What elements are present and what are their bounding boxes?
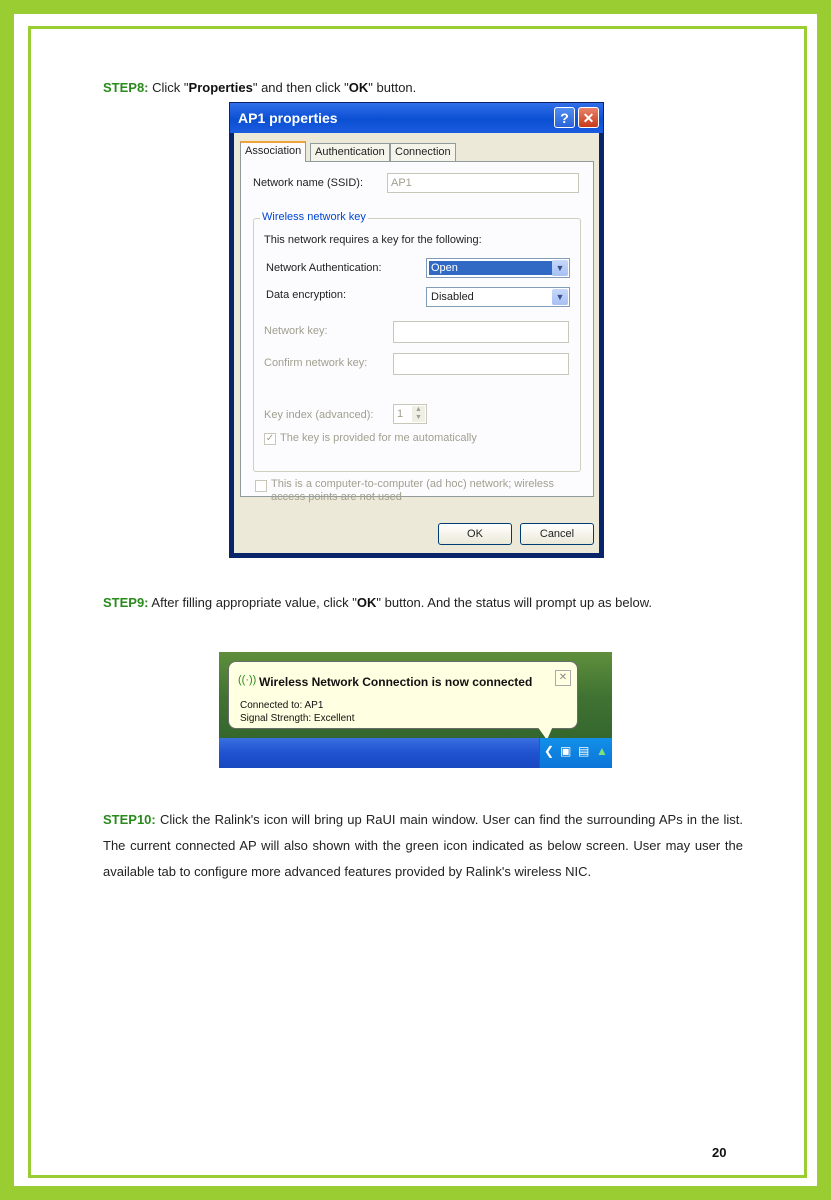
taskbar xyxy=(219,738,612,768)
adhoc-label-line2: access points are not used xyxy=(271,491,402,503)
encryption-select[interactable] xyxy=(426,287,570,307)
adhoc-checkbox[interactable] xyxy=(255,480,267,492)
ssid-label: Network name (SSID): xyxy=(253,177,364,189)
encryption-select-value: Disabled xyxy=(431,291,474,303)
page-number: 20 xyxy=(712,1145,727,1160)
step9-text-pre: After filling appropriate value, click " xyxy=(148,595,357,610)
wireless-key-group xyxy=(253,211,581,472)
key-index-value: 1 xyxy=(397,408,404,420)
page-frame-top xyxy=(0,0,831,14)
connected-to-text: Connected to: AP1 xyxy=(240,700,324,711)
page-frame-right xyxy=(817,0,831,1200)
step8-tag: STEP8: xyxy=(103,80,149,95)
step9-paragraph xyxy=(103,591,743,615)
auto-key-label: The key is provided for me automatically xyxy=(280,432,477,444)
adhoc-label-line1: This is a computer-to-computer (ad hoc) network; wireless xyxy=(271,478,555,490)
tab-association[interactable]: Association xyxy=(240,141,306,162)
system-tray xyxy=(539,738,612,768)
step9-tag: STEP9: xyxy=(103,595,149,610)
network-key-input[interactable] xyxy=(393,321,569,343)
step9-text-post: " button. And the status will prompt up as below. xyxy=(376,595,653,610)
ralink-signal-icon[interactable]: ▲ xyxy=(596,744,608,758)
wireless-signal-icon: ((·)) xyxy=(238,674,257,686)
tab-authentication[interactable]: Authentication xyxy=(310,143,390,161)
requires-key-text: This network requires a key for the following: xyxy=(264,234,482,246)
close-icon[interactable]: ✕ xyxy=(555,670,571,686)
step8-text-pre: Click " xyxy=(148,80,189,95)
wireless-key-group-title: Wireless network key xyxy=(262,211,366,223)
step8-ok: OK xyxy=(348,80,369,95)
chevron-down-icon[interactable]: ▼ xyxy=(552,289,568,305)
tray-arrow-icon[interactable]: ❮ xyxy=(544,744,555,758)
notification-title: Wireless Network Connection is now connected xyxy=(259,675,533,689)
step10-text: Click the Ralink's icon will bring up RaUI main window. User can find the surrounding APs in the list. The current connected AP will also shown with the green icon indicated as below screen. User may user the available tab to configure more advanced features provided by Ralink's wireless NIC. xyxy=(103,812,743,879)
ap1-properties-dialog xyxy=(229,102,604,558)
confirm-key-input[interactable] xyxy=(393,353,569,375)
page-frame-bottom xyxy=(0,1186,831,1200)
dialog-titlebar[interactable] xyxy=(230,103,603,133)
network-icon[interactable]: ▣ xyxy=(560,744,572,758)
auth-label: Network Authentication: xyxy=(266,262,382,274)
network-key-label: Network key: xyxy=(264,325,328,337)
dialog-client xyxy=(234,133,599,553)
step8-text-post: " button. xyxy=(368,80,417,95)
dialog-title: AP1 properties xyxy=(238,110,338,126)
step10-tag: STEP10: xyxy=(103,812,156,827)
connection-notification-screenshot xyxy=(219,652,612,768)
confirm-key-label: Confirm network key: xyxy=(264,357,368,369)
step9-ok: OK xyxy=(356,595,377,610)
key-index-spinner[interactable] xyxy=(393,404,427,424)
ok-button[interactable]: OK xyxy=(438,523,512,545)
auto-key-checkbox[interactable]: ✓ xyxy=(265,433,275,444)
step8-text-mid: " and then click " xyxy=(252,80,349,95)
signal-strength-text: Signal Strength: Excellent xyxy=(240,713,355,724)
chevron-down-icon[interactable]: ▼ xyxy=(552,260,568,276)
auth-select-value: Open xyxy=(429,261,553,275)
close-button[interactable]: ✕ xyxy=(578,107,599,128)
help-button[interactable]: ? xyxy=(554,107,575,128)
step8-properties: Properties xyxy=(188,80,253,95)
page-frame-left xyxy=(0,0,14,1200)
spin-arrows-icon[interactable]: ▲ ▼ xyxy=(412,406,425,422)
ssid-input[interactable]: AP1 xyxy=(387,173,579,193)
auth-select[interactable] xyxy=(426,258,570,278)
encryption-label: Data encryption: xyxy=(266,289,347,301)
association-panel xyxy=(240,161,594,503)
cancel-button[interactable]: Cancel xyxy=(520,523,594,545)
key-index-label: Key index (advanced): xyxy=(264,409,374,421)
ralink-icon[interactable]: ▤ xyxy=(578,744,590,758)
step10-paragraph xyxy=(103,807,743,885)
tab-connection[interactable]: Connection xyxy=(390,143,456,161)
notification-balloon[interactable] xyxy=(228,661,578,729)
step8-paragraph xyxy=(103,76,743,100)
